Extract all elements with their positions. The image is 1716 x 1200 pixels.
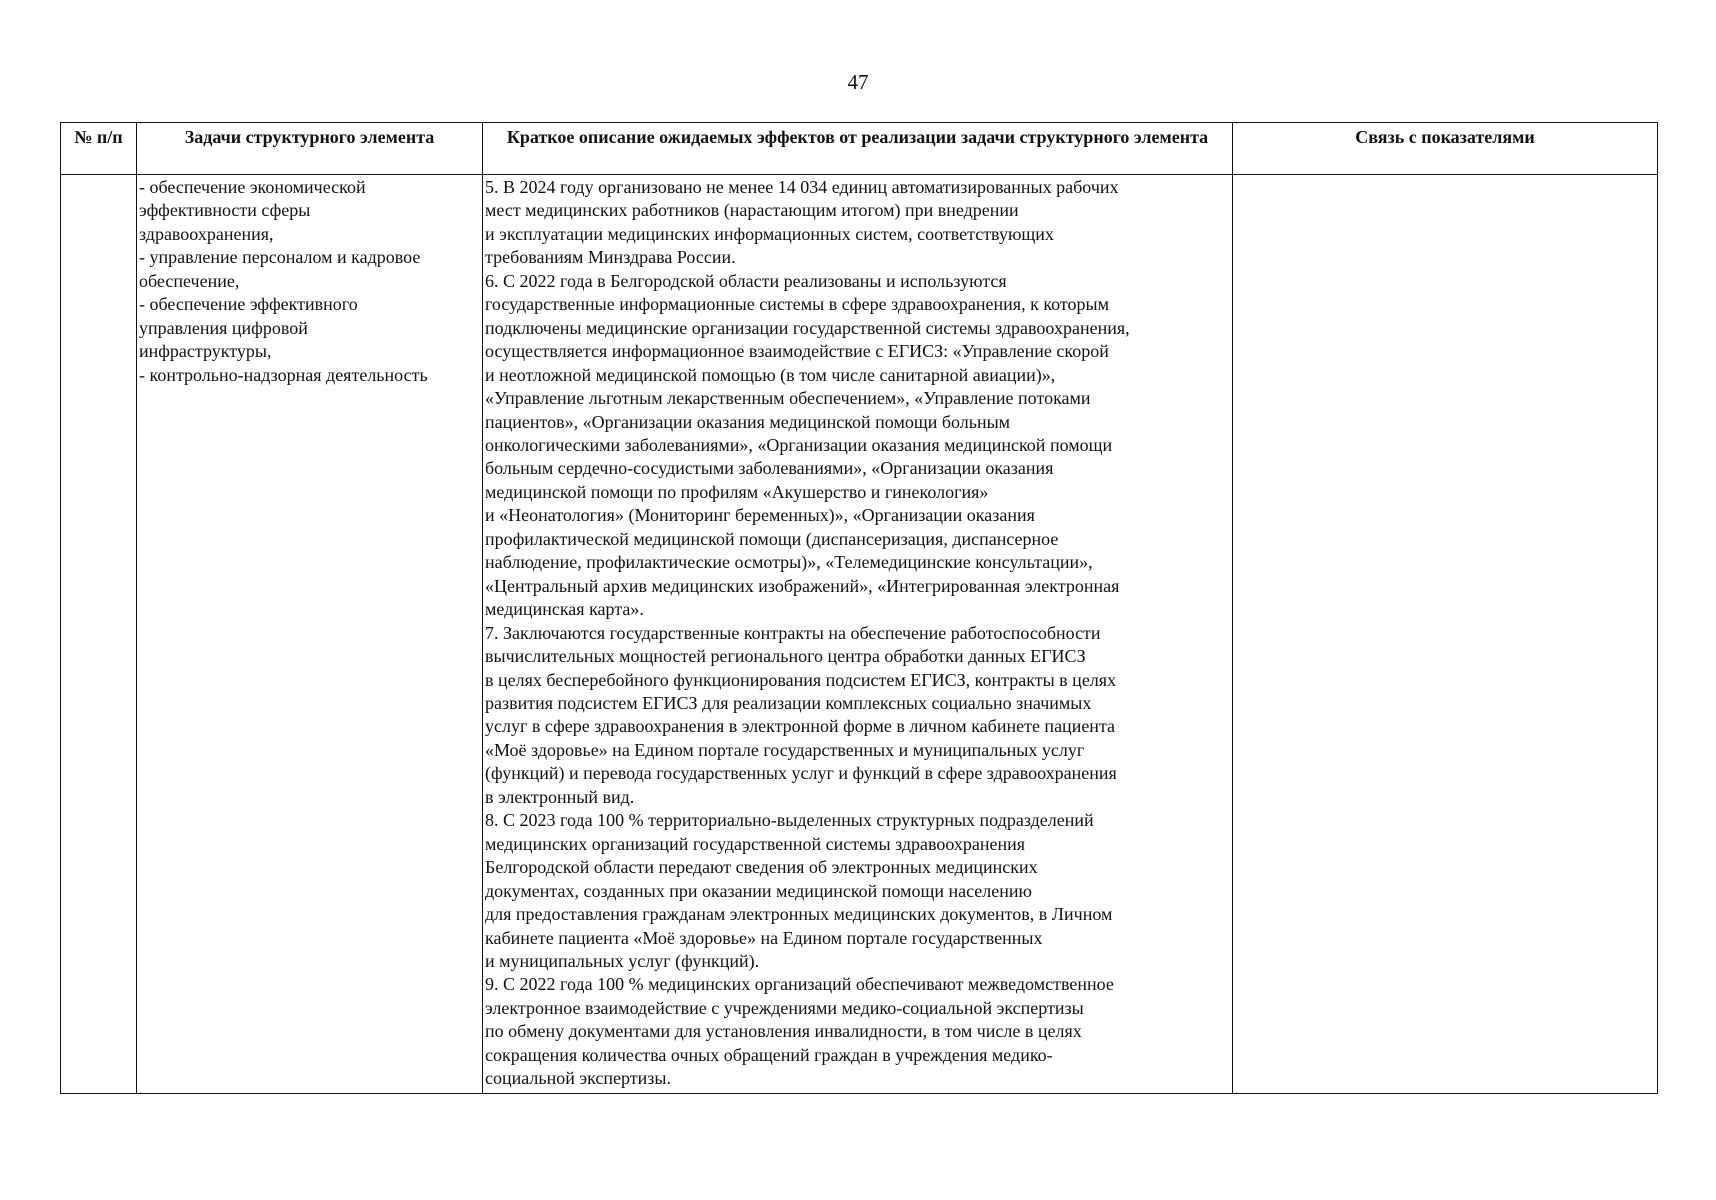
effect-line: 8. С 2023 года 100 % территориально-выделенных структурных подразделений bbox=[485, 810, 1094, 831]
effect-line: наблюдение, профилактические осмотры)», «Телемедицинские консультации», bbox=[485, 552, 1093, 573]
table-header-row bbox=[61, 123, 1658, 175]
task-line: инфраструктуры, bbox=[139, 341, 272, 362]
tasks-text bbox=[139, 176, 480, 387]
effect-line: пациентов», «Организации оказания медицинской помощи больным bbox=[485, 411, 1011, 432]
effect-line: 6. С 2022 года в Белгородской области реализованы и используются bbox=[485, 270, 1007, 291]
effect-line: требованиям Минздрава России. bbox=[485, 247, 736, 268]
effect-line: 5. В 2024 году организовано не менее 14 034 единиц автоматизированных рабочих bbox=[485, 177, 1119, 197]
effect-line: в целях бесперебойного функционирования подсистем ЕГИСЗ, контракты в целях bbox=[485, 669, 1117, 690]
task-line: обеспечение, bbox=[139, 270, 240, 291]
effect-line: онкологическими заболеваниями», «Организации оказания медицинской помощи bbox=[485, 434, 1113, 455]
effect-line: по обмену документами для установления инвалидности, в том числе в целях bbox=[485, 1021, 1082, 1042]
effect-line: и неотложной медицинской помощью (в том числе санитарной авиации)», bbox=[485, 364, 1056, 385]
task-line: - обеспечение эффективного bbox=[139, 294, 358, 315]
effect-line: 9. С 2022 года 100 % медицинских организаций обеспечивают межведомственное bbox=[485, 974, 1114, 995]
effect-line: для предоставления гражданам электронных медицинских документов, в Личном bbox=[485, 904, 1113, 925]
effect-line: подключены медицинские организации государственной системы здравоохранения, bbox=[485, 317, 1130, 338]
effect-line: «Управление льготным лекарственным обеспечением», «Управление потоками bbox=[485, 388, 1091, 409]
effect-line: в электронный вид. bbox=[485, 786, 635, 807]
task-line: - управление персоналом и кадровое bbox=[139, 247, 421, 268]
effect-line: и «Неонатология» (Мониторинг беременных)», «Организации оказания bbox=[485, 505, 1035, 526]
effect-line: сокращения количества очных обращений граждан в учреждения медико- bbox=[485, 1044, 1053, 1065]
effect-line: услуг в сфере здравоохранения в электронной форме в личном кабинете пациента bbox=[485, 716, 1116, 737]
effect-line: мест медицинских работников (нарастающим итогом) при внедрении bbox=[485, 200, 1019, 221]
page-number: 47 bbox=[847, 70, 869, 94]
effect-line: осуществляется информационное взаимодействие с ЕГИСЗ: «Управление скорой bbox=[485, 341, 1109, 362]
header-effects: Краткое описание ожидаемых эффектов от реализации задачи структурного элемента bbox=[483, 123, 1233, 175]
task-line: управления цифровой bbox=[139, 317, 308, 338]
table-row bbox=[61, 175, 1658, 1094]
effect-line: социальной экспертизы. bbox=[485, 1068, 671, 1089]
task-line: эффективности сферы bbox=[139, 200, 311, 221]
effect-line: «Центральный архив медицинских изображений», «Интегрированная электронная bbox=[485, 575, 1120, 596]
header-num: № п/п bbox=[61, 123, 137, 175]
effect-line: Белгородской области передают сведения об электронных медицинских bbox=[485, 857, 1038, 878]
effect-line: документах, созданных при оказании медицинской помощи населению bbox=[485, 880, 1032, 901]
effect-line: профилактической медицинской помощи (диспансеризация, диспансерное bbox=[485, 528, 1059, 549]
effect-line: (функций) и перевода государственных услуг и функций в сфере здравоохранения bbox=[485, 763, 1117, 784]
effect-line: медицинских организаций государственной системы здравоохранения bbox=[485, 833, 1026, 854]
header-tasks: Задачи структурного элемента bbox=[137, 123, 483, 175]
cell-link bbox=[1233, 175, 1658, 1094]
effect-line: развития подсистем ЕГИСЗ для реализации комплексных социально значимых bbox=[485, 692, 1092, 713]
task-line: здравоохранения, bbox=[139, 223, 274, 244]
cell-effects bbox=[483, 175, 1233, 1094]
effect-line: больным сердечно-сосудистыми заболеваниями», «Организации оказания bbox=[485, 458, 1054, 479]
effect-line: и муниципальных услуг (функций). bbox=[485, 950, 760, 971]
effect-line: медицинской помощи по профилям «Акушерство и гинекология» bbox=[485, 481, 989, 502]
effect-line: вычислительных мощностей регионального центра обработки данных ЕГИСЗ bbox=[485, 646, 1086, 667]
task-line: - обеспечение экономической bbox=[139, 177, 366, 197]
task-line: - контрольно-надзорная деятельность bbox=[139, 364, 428, 385]
effect-line: и эксплуатации медицинских информационных систем, соответствующих bbox=[485, 223, 1054, 244]
effect-line: государственные информационные системы в сфере здравоохранения, к которым bbox=[485, 294, 1110, 315]
effect-line: электронное взаимодействие с учреждениями медико-социальной экспертизы bbox=[485, 997, 1084, 1018]
effect-line: 7. Заключаются государственные контракты на обеспечение работоспособности bbox=[485, 622, 1101, 643]
effects-text bbox=[485, 176, 1230, 1091]
structural-element-table bbox=[60, 122, 1658, 1094]
effect-line: медицинская карта». bbox=[485, 599, 644, 620]
effect-line: «Моё здоровье» на Едином портале государственных и муниципальных услуг bbox=[485, 739, 1085, 760]
cell-tasks bbox=[137, 175, 483, 1094]
header-link: Связь с показателями bbox=[1233, 123, 1658, 175]
effect-line: кабинете пациента «Моё здоровье» на Едином портале государственных bbox=[485, 927, 1043, 948]
cell-num bbox=[61, 175, 137, 1094]
